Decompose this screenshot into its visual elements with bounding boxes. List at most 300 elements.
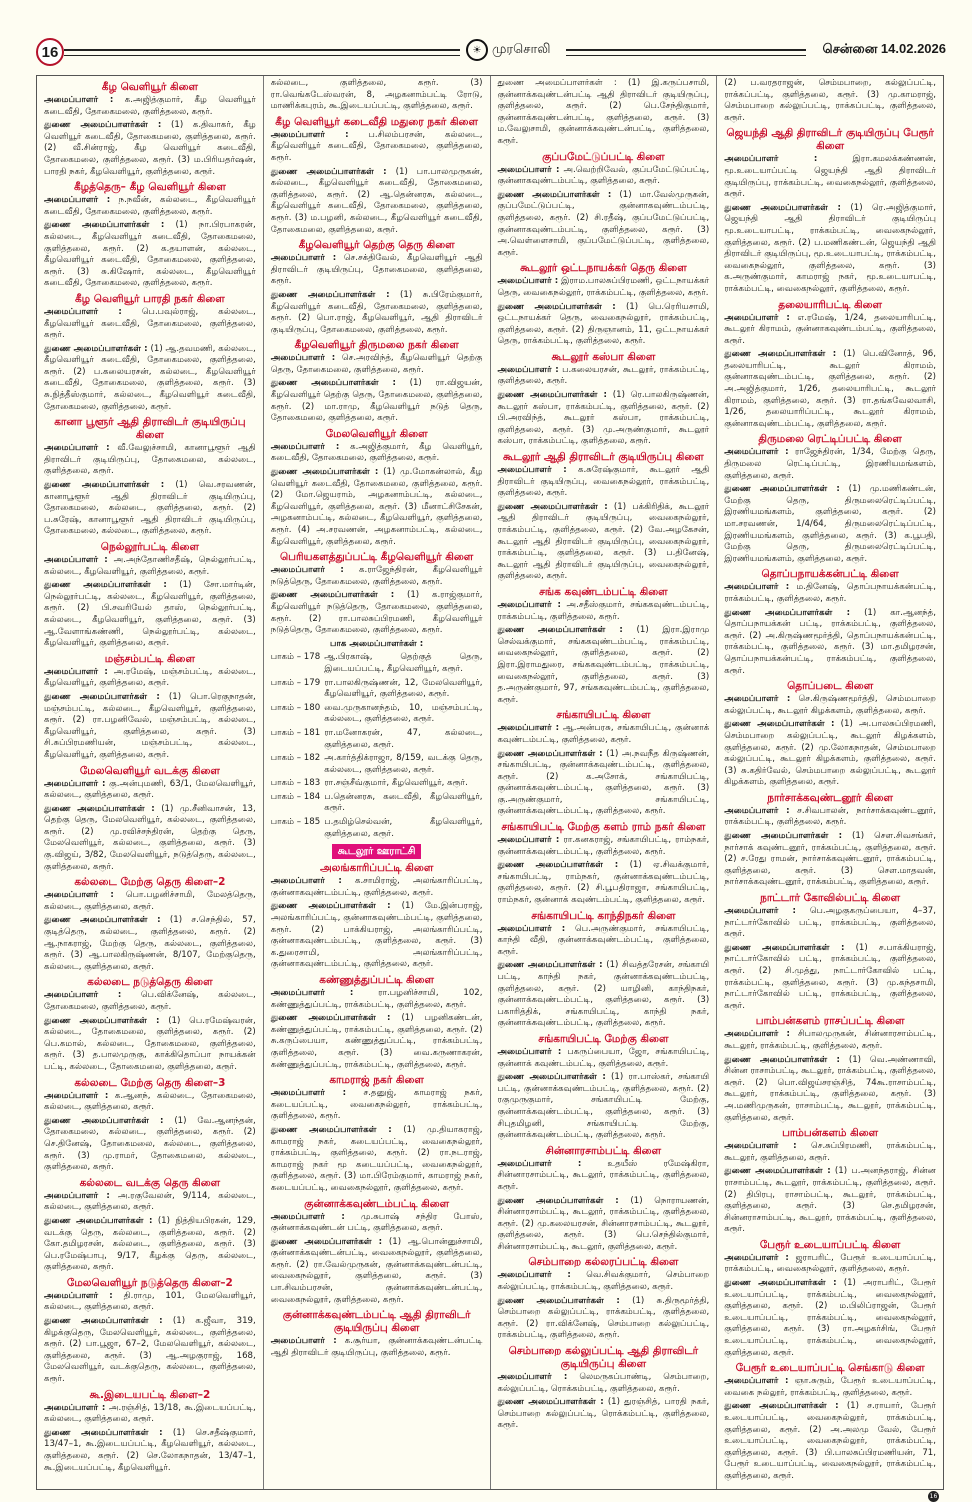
deputies-label: துணை அமைப்பாளர்கள் :	[497, 189, 612, 200]
rising-sun-emblem-icon: ☀	[466, 39, 488, 61]
branch-title: தொப்பநாயக்கன்பட்டி கிளை	[761, 568, 899, 581]
organizer-label: அமைப்பாளர் :	[270, 1336, 337, 1347]
organizer-label: அமைப்பாளர் :	[270, 988, 354, 998]
continued-text: துணை அமைப்பாளர்கள் : (1) இ.கருப்பசாமி, குன்னாக்கவுண்டன்பட்டி ஆதி திராவிடர் குடியிருப்பு, குளித்தலை, கரூர். (2) பெ.சேந்திகுமார், குன்னாக்கவுண்டன்பட்டி, குளித்தலை, கரூர். (3) ம.வேலுசாமி, குன்னாக்கவுண்டன்பட்டி, குளித்தலை, கரூர்.	[497, 78, 710, 146]
deputy-organizers-entry	[498, 625, 710, 706]
deputies-label: துணை அமைப்பாளர்கள் :	[44, 1316, 163, 1327]
branch-title: கூடலூர் ஒட்டநாயக்கர் தெரு கிளை	[520, 262, 687, 275]
organizer-entry	[498, 1047, 710, 1070]
booth-organizer-name: ரா.மனோகரன், 47, கல்லடை, குளித்தலை, கரூர்.	[324, 727, 483, 750]
deputy-organizers-entry	[724, 719, 936, 789]
organizer-name: ராஜேந்திரன், 1/34, மேற்கு தெரு, திருமலை ரெட்டிப்பட்டி, இரணியமங்களம், குளித்தலை, கரூர்.	[724, 447, 937, 481]
organizer-entry	[498, 1372, 710, 1395]
deputy-names: (1) ரா.பாஸ்கர், சங்காயி பட்டி, குன்னாக்கவுண்டம்பட்டி, குளித்தலை, கரூர். (2) ரகுமுருகுமார், சங்காயிபட்டி மேற்கு, குன்னாக்கவுண்டம்பட்டி, குளித்தலை, கரூர். (3) சிபுதமிழனி, சங்காயிபட்டி மேற்கு, குன்னாக்கவுண்டம்பட்டி, குளித்தலை, கரூர்.	[497, 1072, 710, 1141]
booth-number: பாகம் – 178	[270, 652, 321, 663]
organizer-label: அமைப்பாளர் :	[724, 1376, 789, 1387]
branch-title: தொப்படை கிளை	[787, 680, 874, 693]
organizer-label: அமைப்பாளர் :	[497, 1046, 562, 1057]
branch-title: குன்னாக்கவுண்டம்பட்டி கிளை	[304, 1197, 450, 1210]
branch-section	[498, 451, 710, 583]
deputy-organizers-entry	[724, 608, 936, 678]
organizer-entry	[498, 1270, 710, 1293]
deputies-label: துணை அமைப்பாளர்கள் :	[270, 1124, 392, 1135]
organizer-name: வெ.சிவக்குமார், செம்பாறை கல்லுப்பட்டி, ராக்கம்பட்டி, குளித்தலை, கரூர்.	[497, 1270, 710, 1293]
organizer-name: பெ.பவுல்ராஜ், கல்லடை, கீழவெளியூர் கடைவீதி, தோகைமலை, குளித்தலை, கரூர்.	[44, 306, 256, 341]
deputies-label: துணை அமைப்பாளர்கள் :	[270, 467, 379, 478]
deputies-label: துணை அமைப்பாளர்கள் :	[497, 625, 623, 636]
deputy-organizers-entry	[498, 1296, 710, 1342]
booth-number: பாகம் – 182	[270, 753, 321, 764]
deputy-names: (1) பழனிகண்டன், கண்ணுத்துப்பட்டி, ராக்கம்பட்டி, குளித்தலை, கரூர். (2) சு.கருப்பையா, கண்ணுத்துப்பட்டி, ராக்கம்பட்டி, குளித்தலை, கரூர். (3) வை.கருணாகரன், கண்ணுத்துப்பட்டி, ராக்கம்பட்டி, குளித்தலை, கரூர்.	[270, 1013, 483, 1070]
masthead-rule-left	[64, 49, 460, 56]
organizer-entry	[44, 95, 256, 118]
deputies-label: துணை அமைப்பாளர்கள் :	[724, 1278, 837, 1289]
branch-section	[724, 127, 936, 295]
column-4	[717, 76, 943, 1489]
organizer-label: அமைப்பாளர் :	[497, 276, 559, 287]
deputies-label: துணை அமைப்பாளர்கள் :	[497, 1195, 619, 1206]
organizer-name: இராம.பாலசுப்பிரமணி, ஒட்டநாயக்கர் தெரு, வைகைநல்லூர், ராக்கம்பட்டி, குளித்தலை, கரூர்.	[497, 276, 710, 298]
organizer-entry	[724, 1141, 936, 1164]
branch-title: கானா பூளூர் ஆதி திராவிடர் குடியிருப்பு கிளை	[54, 416, 246, 442]
organizer-name: உதயீஸ் ரமேஷ்கிரா, சின்னாரசாம்பட்டி, கூடலூர், ராக்கம்பட்டி, குளித்தலை, கரூர்.	[497, 1158, 710, 1192]
organizer-label: அமைப்பாளர் :	[44, 1190, 110, 1201]
deputy-organizers-entry	[271, 378, 483, 424]
organizer-name: வீ.வேலுச்சாமி, கானாபூளூர் ஆதி திராவிடர் குடியிருப்பு, தோகைமலை, கல்லடை, குளித்தலை, கரூர்.	[44, 443, 256, 477]
deputy-organizers-entry	[498, 1072, 710, 1142]
deputies-label: துணை அமைப்பாளர்கள் :	[724, 831, 843, 842]
deputy-names: (1) அ.பாலசுப்பிரமணி, செம்மபாறை கல்லுப்பட்டி, கூடலூர் கிழக்களம், குளித்தலை, கரூர். (2) மு.லோகநாதன், செம்மபாறை கல்லுப்பட்டி, கூடலூர் கிழக்களம், குளித்தலை, கரூர். (3) சு.கதிர்வேல், செம்மபாறை கல்லுப்பட்டி, கூடலூர் கிழக்களம், குளித்தலை, கரூர்.	[724, 719, 936, 788]
branch-title: கீழ வெளியூர் கிளை	[101, 81, 198, 93]
deputy-organizers-entry	[44, 1428, 256, 1474]
booth-organizer-row	[271, 678, 483, 701]
organizer-label: அமைப்பாளர் :	[44, 1290, 113, 1301]
organizer-entry	[724, 154, 936, 200]
organizer-label: அமைப்பாளர் :	[497, 1158, 582, 1169]
deputies-label: துணை அமைப்பாளர்கள் :	[44, 1115, 164, 1126]
branch-section	[271, 551, 483, 637]
branch-title: குப்பமேட்டுப்பட்டி கிளை	[542, 150, 665, 163]
deputy-organizers-entry	[498, 749, 710, 819]
organizer-name: அ.ரமேஷ், மஞ்சம்பட்டி, கல்லடை, கீழவெளியூர், குளித்தலை, கரூர்.	[44, 666, 256, 689]
deputy-organizers-entry	[44, 220, 256, 290]
organizer-entry	[44, 443, 256, 478]
branch-section	[724, 892, 936, 1012]
organizer-name: க.சூர்யா, குன்னாக்கவுண்டன்பட்டி ஆதி திராவிடர் குடியிருப்பு, குளித்தலை, கரூர்.	[270, 1336, 483, 1358]
booth-number: பாகம் – 180	[270, 702, 321, 713]
branch-title: அலங்காரிப்பட்டி கிளை	[319, 862, 434, 875]
branch-title: கீழத்தெரு– கீழ வெளியூர் கிளை	[73, 181, 226, 194]
continued-text: (2) ப.வரதராஜன், செம்மபாறை, கல்லுப்பட்டி, ராக்கப்பட்டி, குளித்தலை, கரூர். (3) மு.காமராஜ், செம்மபாறை கல்லுப்பட்டி, ராக்கப்பட்டி, குளித்தலை, கரூர்.	[724, 78, 936, 123]
organizer-name: பொ.பழனிச்சாமி, மேலத்தெரு, கல்லடை, குளித்தலை, கரூர்.	[44, 890, 256, 912]
organizer-entry	[44, 1091, 256, 1114]
booth-organizer-name: ரா.பாலகிருஷ்ணன், 12, மேலவெளியூர், கீழவெளியூர், குளித்தலை, கரூர்.	[324, 677, 483, 700]
deputies-label: துணை அமைப்பாளர்கள் :	[724, 484, 840, 495]
deputy-organizers-entry	[44, 915, 256, 973]
branch-section	[498, 351, 710, 448]
deputy-names: (1) ஆ.பொன்னுச்சாமி, குன்னாக்கவுண்டன்பட்டி, வைகைநல்லூர், குளித்தலை, கரூர். (2) ரா.வேல்முருகன், குன்னாக்கவுண்டன்பட்டி, வைகைநல்லூர், குளித்தலை, கரூர். (3) பா.சிவம்பரசன், குன்னாக்கவுண்டன்பட்டி, வைகைநல்லூர், குளித்தலை, கரூர்.	[270, 1236, 483, 1305]
organizer-entry	[724, 447, 936, 482]
deputies-label: துணை அமைப்பாளர்கள் :	[497, 501, 608, 512]
deputy-organizers-entry	[44, 1316, 256, 1386]
deputies-label: துணை அமைப்பாளர்கள் :	[724, 607, 851, 618]
branch-title: கீழவெளியூர் தெற்கு தெரு கிளை	[298, 239, 455, 252]
branch-section	[44, 653, 256, 762]
masthead-rule-right	[566, 49, 806, 56]
deputy-names: (1) கா.ஆனந்த், தொப்பநாயக்கன் பட்டி, ராக்கம்பட்டி, குளித்தலை, கரூர். (2) அ.கிருஷ்ணமூர்த்தி, தொப்பநாயக்கன்பட்டி, ராக்கம்பட்டி, குளித்தலை, கரூர். (3) மா.தமிழரசன், தொப்பநாயக்கன்பட்டி, ராக்கம்பட்டி, குளித்தலை, கரூர்.	[724, 607, 937, 676]
deputy-names: (1) அராபரிட், பேரூர் உடையாப்பட்டி, ராக்கம்பட்டி, வைகைநல்லூர், குளித்தலை, கரூர். (2) ம.பிலிப்ராஜன், பேரூர் உடையாப்பட்டி, ராக்கம்பட்டி, வைகைநல்லூர், குளித்தலை, கரூர். (3) ரா.அழகர்சிங், பேரூர் உடையாப்பட்டி, ராக்கம்பட்டி, வைகைநல்லூர், குளித்தலை, கரூர்.	[724, 1278, 936, 1358]
deputy-names: (1) நொராயணன், சின்னாரசாம்பட்டி, கூடலூர், ராக்கம்பட்டி, குளித்தலை, கரூர். (2) மு.கலையரசன், சின்னாரசாம்பட்டி, கூடலூர், குளித்தலை, கரூர். (3) பெ.செந்தில்குமார், சின்னாரசாம்பட்டி, கூடலூர், குளித்தலை, கரூர்.	[497, 1195, 710, 1252]
organizer-entry	[498, 465, 710, 500]
deputy-names: (1) மு.சீனிவாசன், 13, தெற்கு தெரு, மேலவெளியூர், கல்லடை, குளித்தலை, கரூர். (2) மு.ரவிச்சந்திரன், தெற்கு தெரு, மேலவெளியூர், கல்லடை, குளித்தலை, கரூர். (3) கு.விஜய், 3/82, மேலவெளியூர், நடுத்தெரு, கல்லடை, குளித்தலை, கரூர்.	[44, 803, 256, 872]
branch-title: கீழ வெளியூர் கடைவீதி மதுரை நகர் கிளை	[275, 115, 478, 128]
organizer-label: அமைப்பாளர் :	[724, 805, 790, 816]
branch-section	[498, 709, 710, 818]
organizer-entry	[724, 694, 936, 717]
branch-title: பேரூர் உடையாப்பட்டி கிளை	[759, 1238, 901, 1251]
deputies-label: துணை அமைப்பாளர்கள் :	[44, 343, 148, 354]
masthead	[36, 38, 946, 64]
deputy-organizers-entry	[271, 1125, 483, 1195]
branch-section	[498, 1345, 710, 1432]
organizer-name: அ.ரகுவேலன், 9/114, கல்லடை, கல்லடை, குளித்தலை, கரூர்.	[44, 1190, 256, 1213]
paper-logo	[466, 39, 551, 61]
organizer-entry	[498, 365, 710, 388]
organizer-entry	[271, 988, 483, 1011]
organizer-label: அமைப்பாளர் :	[270, 441, 340, 452]
deputy-names: (1) வெ.சரவணன், கானாபூளூர் ஆதி திராவிடர் குடியிருப்பு, தோகைமலை, கல்லடை, குளித்தலை, கரூர். (2) ப.சுரேஷ், கானாபூளூர் ஆதி திராவிடர் குடியிருப்பு, தோகைமலை, கல்லடை, குளித்தலை, கரூர்.	[44, 480, 256, 537]
organizer-name: க.ராஜேந்திரன், கீழவெளியூர் நடுத்தெரு, தோகைமலை, குளித்தலை, கரூர்.	[270, 565, 483, 587]
organizer-name: ச.சிவபாலன், நார்சாக்கவுண்டனூர், ராக்கம்பட்டி, குளித்தலை, கரூர்.	[724, 805, 936, 828]
branch-section	[44, 876, 256, 973]
deputy-organizers-entry	[498, 1397, 710, 1432]
dateline: சென்னை 14.02.2026	[822, 41, 946, 56]
organizer-label: அமைப்பாளர் :	[497, 465, 567, 476]
deputies-label: துணை அமைப்பாளர்கள் :	[44, 1215, 153, 1226]
organizer-label: அமைப்பாளர் :	[724, 694, 791, 705]
organizer-name: க.அஜித்குமார், கீழ வெளியூர், கடைவீதி, தோகைமலை, குளித்தலை, கரூர்.	[270, 441, 483, 464]
deputies-label: துணை அமைப்பாளர்கள் :	[44, 803, 155, 814]
branch-section	[44, 416, 256, 538]
organizer-label: அமைப்பாளர் :	[497, 164, 560, 175]
booth-organizer-row	[271, 792, 483, 815]
deputies-label: துணை அமைப்பாளர்கள் :	[497, 1295, 620, 1306]
deputy-organizers-entry	[271, 590, 483, 636]
booth-organizer-row	[271, 703, 483, 726]
organizer-label: அமைப்பாளர் :	[497, 835, 560, 846]
deputy-organizers-entry	[44, 1116, 256, 1174]
deputy-names: (1) சு.திருமூர்த்தி, செம்பாறை கல்லுப்பட்டி, ராக்கம்பட்டி, குளித்தலை, கரூர். (2) ரா.விக்னேஷ், செம்பாறை கல்லுப்பட்டி, ராக்கம்பட்டி, குளித்தலை, கரூர்.	[497, 1295, 710, 1341]
organizer-entry	[44, 1291, 256, 1314]
deputy-organizers-entry	[271, 290, 483, 336]
organizer-entry	[724, 1376, 936, 1399]
organizer-label: அமைப்பாளர் :	[270, 876, 342, 887]
branch-section	[44, 1389, 256, 1475]
deputies-label: துணை அமைப்பாளர்கள் :	[270, 901, 391, 912]
organizer-entry	[44, 779, 256, 802]
branch-section	[498, 1256, 710, 1342]
deputy-organizers-entry	[498, 860, 710, 906]
deputy-names: (1) மா.வேல்முருகன், குப்பமேட்டுப்பட்டி, குன்னாகவுண்டம்பட்டி, குளித்தலை, கரூர். (2) சி.ரதீஷ், குப்பமேட்டுப்பட்டி, குன்னாகவுண்டம்பட்டி, குளித்தலை, கரூர். (3) அ.வெள்ளைசாமி, குப்பமேட்டுப்பட்டி, குளித்தலை, கரூர்.	[497, 189, 710, 258]
organizer-entry	[498, 723, 710, 746]
organizer-label: அமைப்பாளர் :	[270, 253, 337, 264]
organizer-label: அமைப்பாளர் :	[724, 154, 818, 165]
deputy-organizers-entry	[271, 167, 483, 237]
deputy-names: (1) க.ஜீவா, 319, கிழக்குதெரு, மேலவெளியூர், கல்லடை, குளித்தலை, கரூர். (2) பா.பூஜா, 67–2, மேலவெளியூர், கல்லடை, குளித்தலை, கரூர். (3) ஆ.அழகுராஜ், 168, மேலவெளியூர், வடக்குதெரு, கல்லடை, குளித்தலை, கரூர்.	[44, 1316, 256, 1385]
branch-section	[724, 1127, 936, 1236]
organizer-entry	[724, 582, 936, 605]
organizer-name: செ.சக்திவேல், கீழவெளியூர் ஆதி திராவிடர் குடியிருப்பு, தோகைமலை, குளித்தலை, கரூர்.	[270, 253, 483, 287]
branch-title: கல்லடை மேற்கு தெரு கிளை–3	[74, 1076, 226, 1089]
organizer-entry	[271, 1212, 483, 1235]
booth-number: பாகம் – 179	[270, 677, 321, 688]
deputy-names: (1) செ.சதீஷ்குமார், 13/47–1, கூ.இடையப்பட்டி, கீழவெளியூர், கல்லடை, குளித்தலை, கரூர். (2) செ.லோகநாதன், 13/47–1, கூ.இடையப்பட்டி, கீழவெளியூர்.	[44, 1427, 256, 1473]
deputy-organizers-entry	[44, 804, 256, 874]
deputy-names: (1) சிவத்தரேசன், சங்காயி பட்டி, காந்தி நகர், குன்னாக்கவுண்டம்பட்டி, குளித்தலை, கரூர். (2) யாழினி, காந்திநகர், குன்னாக்கவுண்டம்பட்டி, குளித்தலை, கரூர். (3) பகாரித்திக், சங்காயிபட்டி, காந்தி நகர், குன்னாக்கவுண்டம்பட்டி, குளித்தலை, கரூர்.	[497, 960, 710, 1029]
deputies-label: துணை அமைப்பாளர்கள் :	[44, 120, 162, 131]
branch-section	[44, 1177, 256, 1274]
deputies-label: துணை அமைப்பாளர்கள் :	[497, 1397, 604, 1408]
booth-organizer-row	[271, 753, 483, 776]
branch-title: கண்ணுத்துப்பட்டி கிளை	[319, 974, 435, 986]
deputy-names: (1) இரா.இராமு செல்வக்குமார், சங்ககவுண்டம்பட்டி, ராக்கம்பட்டி, வைகைநல்லூர், குளித்தலை, கரூர். (2) இரா.இராமதுரை, சங்ககவுண்டம்பட்டி, ராக்கம்பட்டி, வைகைநல்லூர், குளித்தலை, கரூர். (3) த.அருண்குமார், 97, சங்ககவுண்டம்பட்டி, குளித்தலை, கரூர்.	[497, 625, 710, 705]
deputies-label: துணை அமைப்பாளர்கள் :	[497, 748, 603, 759]
organizer-name: பெ.விக்னேஷ், கல்லடை, தோகைமலை, குளித்தலை, கரூர்.	[44, 990, 256, 1012]
deputies-label: துணை அமைப்பாளர்கள் :	[44, 691, 160, 702]
branch-title: சங்காயிபட்டி கிளை	[556, 709, 651, 722]
deputy-organizers-entry	[498, 190, 710, 260]
branch-title: கூடலூர் கஸ்பா கிளை	[551, 350, 656, 363]
branch-title: மேலவெளியூர் நடுத்தெரு கிளை–2	[66, 1276, 233, 1289]
booth-organizer-row	[271, 652, 483, 675]
branch-section	[724, 568, 936, 677]
organizer-name: க.ஆனந், கல்லடை, தோகைமலை, கல்லடை, குளித்தலை, கரூர்.	[44, 1090, 256, 1113]
booth-organizer-row	[271, 778, 483, 790]
branch-title: காமராஜ் நகர் கிளை	[329, 1074, 424, 1087]
deputies-label: துணை அமைப்பாளர்கள் :	[724, 719, 835, 730]
deputies-label: துணை அமைப்பாளர்கள் :	[497, 301, 616, 312]
deputy-names: (1) பக்கிரிதிக், கூடலூர் ஆதி திராவிடர் குடியிருப்பு, வைகைநல்லூர், ராக்கம்பட்டி, குளித்தலை, கரூர். (2) வே.அழகேசன், கூடலூர் ஆதி திராவிடர் குடியிருப்பு, வைகைநல்லூர், ராக்கம்பட்டி, குளித்தலை, கரூர். (3) ப.தினேஷ், கூடலூர் ஆதி திராவிடர் குடியிருப்பு, வைகைநல்லூர், குளித்தலை, கரூர்.	[497, 501, 710, 582]
branch-section	[498, 151, 710, 260]
continued-text: கல்லடை, குளித்தலை, கரூர். (3) ரா.வெங்கடேஸ்வரன், 8, அழகனாம்பட்டி ரோடு, மாணிக்கபுரம், கூ.இடையப்பட்டி, குளித்தலை, கரூர்.	[270, 78, 483, 112]
deputy-names: (1) க.ராஜ்குமார், கீழவெளியூர் நடுத்தெரு, தோகைமலை, குளித்தலை, கரூர். (2) ரா.பாலசுப்பிரமணி, கீழவெளியூர் நடுத்தெரு, தோகைமலை, குளித்தலை, கரூர்.	[270, 590, 483, 636]
deputy-organizers-entry	[724, 349, 936, 430]
organizer-label: அமைப்பாளர் :	[44, 443, 110, 454]
organizer-label: அமைப்பாளர் :	[44, 990, 122, 1001]
organizer-name: ஞா.சுரும், பேரூர் உடையாப்பட்டி, வைகை நல்லூர், ராக்கம்பட்டி, குளித்தலை, கரூர்.	[724, 1376, 936, 1398]
deputy-organizers-entry	[724, 831, 936, 889]
branch-title: கீழ வெளியூர் பாரதி நகர் கிளை	[74, 292, 225, 305]
organizer-entry	[271, 1088, 483, 1123]
organizer-name: கு.அன்புமணி, 63/1, மேலவெளியூர், கல்லடை, குளித்தலை, கரூர்.	[44, 778, 256, 801]
organizer-name: எ.ரமேஷ், 1/24, தலையாரிபட்டி, கூடலூர் கிராமம், குன்னாகவுண்டம்பட்டி, குளித்தலை, கரூர்.	[724, 312, 936, 346]
branch-section	[724, 1239, 936, 1359]
branch-section	[271, 116, 483, 236]
organizer-name: லெமருகப்பாண்டி, செம்பாறை, கல்லுப்பட்டி, ரொக்கம்பட்டி, குளித்தலை, கரூர்.	[497, 1372, 710, 1394]
organizer-label: அமைப்பாளர் :	[44, 1090, 109, 1101]
deputies-label: துணை அமைப்பாளர்கள் :	[44, 480, 165, 491]
branch-title: கல்லடை நடுத்தெரு கிளை	[87, 976, 213, 989]
deputy-names: (1) ஆ.தவமணி, கல்லடை, கீழவெளியூர் கடைவீதி, தோகைமலை, குளித்தலை, கரூர். (2) ப.கலையரசன், கல்லடை, கீழவெளியூர் கடைவீதி, தோகைமலை, குளித்தலை, கரூர். (3) சு.நித்தீஸ்குமார், கல்லடை, கீழவெளியூர் கடைவீதி, தோகைமலை, குளித்தலை, கரூர்.	[44, 343, 256, 412]
organizer-entry	[724, 1253, 936, 1276]
deputy-names: (1) நா.பிரபாகரன், கல்லடை, கீழவெளியூர் கடைவீதி, தோகைமலை, குளித்தலை, கரூர். (2) க.தயாளன், கல்லடை, கீழவெளியூர் கடைவீதி, தோகைமலை, குளித்தலை, கரூர். (3) சு.கிஷோர், கல்லடை, கீழவெளியூர் கடைவீதி, தோகைமலை, குளித்தலை, கரூர்.	[44, 220, 256, 289]
deputy-names: (1) சு.பிரேம்குமார், கீழவெளியூர் கடைவீதி, தோகைமலை, குளித்தலை, கரூர். (2) பொ.ராஜ், கீழவெளியூர், ஆதி திராவிடர் குடியிருப்பு, தோகைமலை, குளித்தலை, கரூர்.	[270, 289, 483, 335]
deputy-names: (1) ச.பாக்கியராஜ், நாட்டார்கோவில் பட்டி, ராக்கம்பட்டி, குளித்தலை, கரூர். (2) சி.முத்து, நாட்டார்கோவில் பட்டி, ராக்கம்பட்டி, குளித்தலை, கரூர். (3) மு.கந்தசாமி, நாட்டார்கோவில் பட்டி, ராக்கம்பட்டி, குளித்தலை, கரூர்.	[724, 942, 936, 1011]
branch-title: மேலவெளியூர் கிளை	[325, 427, 428, 440]
deputy-organizers-entry	[271, 467, 483, 548]
deputies-label: துணை அமைப்பாளர்கள் :	[44, 220, 165, 231]
branch-title: சங்காயிபட்டி மேற்கு களம் ராம் நகர் கிளை	[501, 821, 706, 834]
branch-title: சங்காயிபட்டி காந்திநகர் கிளை	[531, 909, 676, 922]
booth-number: பாகம் – 185	[270, 817, 321, 828]
deputy-names: (1) செள.சிவசங்கர், நார்சாக் கவுண்டனூர், ராக்கம்பட்டி, குளித்தலை, கரூர். (2) ச.ரேது ராமன், நார்சாக்கவுண்டனூர், ராக்கம்பட்டி, குளித்தலை, கரூர். (3) செள.மாதவன், நார்சாக்கவுண்டனூர், ராக்கம்பட்டி, குளித்தலை, கரூர்.	[724, 831, 936, 888]
organizer-entry	[498, 165, 710, 188]
organizer-label: அமைப்பாளர் :	[724, 1141, 797, 1152]
organizer-name: க.சாமிராஜ், அலங்காரிப்பட்டி, குன்னாகவுண்டம்பட்டி, குளித்தலை, கரூர்.	[270, 876, 483, 898]
branch-section	[271, 339, 483, 425]
deputy-organizers-entry	[498, 302, 710, 348]
booth-organizer-name: ரா.சஞ்சீவ்குமார், கீழவெளியூர், கரூர்.	[324, 778, 468, 789]
booth-organizer-name: வை.முருகானந்தம், 10, மஞ்சம்பட்டி, கல்லடை, குளித்தலை, கரூர்.	[324, 702, 483, 725]
branch-section	[44, 541, 256, 650]
branch-section	[44, 81, 256, 178]
organizer-name: பகருப்பையா, ஜோ, சங்காயிபட்டி, குன்னாக் கவுண்டம்பட்டி, குளித்தலை, கரூர்.	[497, 1046, 710, 1069]
organizer-entry	[271, 1336, 483, 1359]
deputies-label: துணை அமைப்பாளர்கள் :	[270, 166, 387, 177]
organizer-label: அமைப்பாளர் :	[270, 129, 349, 140]
organizer-entry	[724, 1029, 936, 1052]
deputy-names: (1) ரா.விஜயன், கீழவெளியூர் தெற்கு தெரு, தோகைமலை, குளித்தலை, கரூர். (2) மா.ராமு, கீழவெளியூர் நடுத் தெரு, தோகைமலை, குளித்தலை, கரூர்.	[270, 378, 483, 424]
branch-title: செம்பாறை கல்லரப்பட்டி கிளை	[528, 1256, 679, 1269]
deputy-organizers-entry	[271, 901, 483, 971]
organizer-entry	[498, 835, 710, 858]
organizer-label: அமைப்பாளர் :	[497, 723, 560, 734]
organizer-entry	[271, 442, 483, 465]
branch-title: ஜெயந்தி ஆதி திராவிடர் குடியிருப்பு பேரூர் கிளை	[726, 127, 934, 153]
branch-section	[44, 181, 256, 290]
organizer-label: அமைப்பாளர் :	[44, 195, 111, 206]
booth-number: பாகம் – 184	[270, 791, 321, 802]
deputy-names: (1) நித்தியபிரகன், 129, வடக்கு தெரு, கல்லடை, குளித்தலை, கரூர். (2) கோ.தமிழரசன், கல்லடை, குளித்தலை, கரூர். (3) பெ.ரமேஷ்பாபு, 9/17, கீழக்கு தெரு, கல்லடை, குளித்தலை, கரூர்.	[44, 1215, 256, 1273]
deputies-label: துணை அமைப்பாளர்கள் :	[270, 1236, 383, 1247]
deputy-organizers-entry	[724, 1055, 936, 1125]
deputy-organizers-entry	[44, 1216, 256, 1274]
deputy-organizers-entry	[271, 1013, 483, 1071]
organizer-label: அமைப்பாளர் :	[44, 306, 122, 317]
branch-section	[271, 974, 483, 1071]
deputies-label: துணை அமைப்பாளர்கள் :	[44, 915, 161, 926]
organizer-name: மு.சுபாஷ் சந்திர போஸ், குன்னாக்கவுண்டன் பட்டி, குளித்தலை, கரூர்.	[270, 1211, 483, 1234]
organizer-label: அமைப்பாளர் :	[497, 364, 559, 375]
branch-title: கல்லடை மேற்கு தெரு கிளை–2	[74, 876, 226, 889]
branch-title: செம்பாறை கல்லுப்பட்டி ஆதி திராவிடர் குடியிருப்பு கிளை	[508, 1345, 699, 1371]
deputy-names: (1) மு.தியாகராஜ், காமராஜ் நகர், கடையப்பட்டி, வைகைநல்லூர், ராக்கம்பட்டி, குளித்தலை, கரூர். (2) ரா.நடராஜ், காமராஜ் நகர் மூ கடையப்பட்டி, வைகைநல்லூர், குளித்தலை, கரூர். (3) மா.பிரேம்குமார், காமராஜ் நகர், கடையப்பட்டி, வைகைநல்லூர், குளித்தலை, கரூர்.	[270, 1124, 483, 1193]
deputy-names: (1) மு.மோகன்லால், கீழ வெளியூர் கடைவீதி, தோகைமலை, குளித்தலை, கரூர். (2) மோ.ஜெயராம், அழகனாம்பட்டி, கல்லடை, கீழவெளியூர், குளித்தலை, கரூர். (3) மீனாட்சிசேகன், அழகனாம்பட்டி, கல்லடை, கீழவெளியூர், குளித்தலை, கரூர். (4) அ.சரவணன், அழகனாம்பட்டி, கல்லடை, கீழவெளியூர், குளித்தலை, கரூர்.	[270, 467, 483, 547]
organizer-label: அமைப்பாளர் :	[44, 778, 106, 789]
organizer-entry	[724, 313, 936, 348]
organizer-name: ம.தினேஷ், தொப்பநாயக்கன்பட்டி, ராக்கம்பட்டி, குளித்தலை, கரூர்.	[724, 582, 936, 604]
organizer-label: அமைப்பாளர் :	[724, 906, 796, 917]
branch-title: நெல்லூர்பட்டி கிளை	[100, 541, 199, 553]
organizer-entry	[44, 1403, 256, 1426]
organizer-entry	[44, 555, 256, 578]
organizer-label: அமைப்பாளர் :	[44, 95, 114, 105]
deputy-organizers-entry	[44, 344, 256, 414]
branch-title: நாட்டார் கோவில்பட்டி கிளை	[760, 892, 901, 905]
organizer-entry	[44, 890, 256, 913]
deputy-organizers-entry	[724, 484, 936, 565]
branch-title: மேலவெளியூர் வடக்கு கிளை	[79, 764, 220, 777]
organizer-entry	[271, 353, 483, 376]
deputy-names: (1) துரஞ்சித், பாரதி நகர், செம்பாறை கல்லுப்பட்டி, ரொக்கம்பட்டி, குளித்தலை, கரூர்.	[497, 1397, 710, 1431]
deputy-names: (1) பா.பாலமுருகன், கல்லடை, கீழவெளியூர் கடைவீதி, தோகைமலை, குளித்தலை, கரூர். (2) ஆ.தென்னரசு, கல்லடை, கீழவெளியூர் கடைவீதி, தோகைமலை, குளித்தலை, கரூர். (3) ம.பழனி, கல்லடை, கீழவெளியூர் கடைவீதி, தோகைமலை, குளித்தலை, கரூர்.	[270, 166, 483, 235]
deputy-organizers-entry	[498, 1196, 710, 1254]
branch-section	[271, 1074, 483, 1194]
branch-section	[44, 1077, 256, 1174]
organizer-name: ப.கலையரசன், கூடலூர், ராக்கம்பட்டி, குளித்தலை, கரூர்.	[497, 364, 710, 387]
branch-title: நார்சாக்கவுண்டனூர் கிளை	[767, 791, 894, 804]
organizer-label: அமைப்பாளர் :	[270, 353, 336, 364]
organizer-name: க.அஜித்குமார், கீழ வெளியூர் கடைவீதி, தோகைமலை, குளித்தலை, கரூர்.	[44, 95, 256, 117]
organizer-label: அமைப்பாளர் :	[724, 1029, 790, 1040]
deputies-label: துணை அமைப்பாளர்கள் :	[270, 1013, 391, 1024]
organizer-label: அமைப்பாளர் :	[270, 1088, 346, 1099]
deputy-organizers-entry	[724, 1166, 936, 1236]
branch-section	[498, 586, 710, 706]
branch-title: சங்காயிபட்டி மேற்கு கிளை	[538, 1032, 669, 1045]
organizer-label: அமைப்பாளர் :	[497, 923, 566, 934]
deputies-label: துணை அமைப்பாளர்கள் :	[44, 1427, 163, 1438]
deputies-label: துணை அமைப்பாளர்கள் :	[270, 590, 395, 601]
booth-number: பாகம் – 183	[270, 778, 321, 789]
organizer-entry	[271, 876, 483, 899]
organizer-entry	[724, 906, 936, 941]
branch-title: குன்னாக்கவுண்டம்பட்டி ஆதி திராவிடர் குடியிருப்பு கிளை	[282, 1309, 471, 1335]
organizer-label: அமைப்பாளர் :	[44, 666, 108, 677]
deputies-label: துணை அமைப்பாளர்கள் :	[497, 1072, 606, 1083]
organizer-label: அமைப்பாளர் :	[44, 890, 114, 901]
deputy-names: (1) ச.செந்தில், 57, குடித்தெரு, கல்லடை, குளித்தலை, கரூர். (2) ஆ.நாகராஜ், மேற்கு தெரு, கல்லடை, குளித்தலை, கரூர். (3) ஆ.பாலகிருஷ்ணன், 8/107, மேற்குதெரு, கல்லடை, குளித்தலை, கரூர்.	[44, 915, 256, 972]
branch-section	[44, 293, 256, 413]
organizer-label: அமைப்பாளர் :	[497, 1372, 568, 1383]
organizer-entry	[44, 1191, 256, 1214]
organizer-entry	[271, 565, 483, 588]
branch-title: கூ.இடையபட்டி கிளை–2	[89, 1388, 211, 1401]
booth-organizer-name: ஆ.பிரகாஷ், தெற்குத் தெரு, இடையப்பட்டி, கீழவெளியூர், கரூர்.	[324, 652, 483, 674]
deputies-label: துணை அமைப்பாளர்கள் :	[724, 1054, 840, 1065]
deputy-organizers-entry	[724, 203, 936, 296]
organizer-name: ச.தனுஜ், காமராஜ் நகர், கடையப்பட்டி, வைகைநல்லூர், ராக்கம்பட்டி, குளித்தலை, கரூர்.	[270, 1088, 483, 1122]
branch-section	[271, 428, 483, 548]
booth-organizer-row	[271, 728, 483, 751]
organizer-entry	[498, 1159, 710, 1194]
deputies-label: துணை அமைப்பாளர்கள் :	[724, 1166, 831, 1177]
organizer-label: அமைப்பாளர் :	[44, 555, 108, 565]
organizer-entry	[271, 253, 483, 288]
branch-title: சின்னாரசாம்பட்டி கிளை	[545, 1144, 662, 1157]
organizer-entry	[44, 307, 256, 342]
deputy-names: (1) க.திவாகர், கீழ வெளியூர் கடைவீதி, தோகைமலை, குளித்தலை, கரூர். (2) வீ.சின்ராஜ், கீழ வெளியூர் கடைவீதி, தோகைமலை, குளித்தலை, கரூர். (3) ம.பிரியதர்ஷன், பாரதி நகர், கீழவெளியூர், குளித்தலை, கரூர்.	[44, 120, 256, 177]
branch-title: சங்க கவுண்டம்பட்டி கிளை	[539, 585, 668, 598]
deputy-names: (1) ஏ.சிவக்குமார், சங்காயிபட்டி, ராம்நகர், குன்னாக்கவுண்டம்பட்டி, குளித்தலை, கரூர். (2) சி.பூபதிராஜா, சங்காயிபட்டி, ராம்நகர், குன்னாக் கவுண்டம்பட்டி, குளித்தலை, கரூர்.	[497, 860, 710, 906]
deputy-organizers-entry	[44, 120, 256, 178]
deputies-label: துணை அமைப்பாளர்கள் :	[724, 942, 845, 953]
organizer-name: ரா.பழனிச்சாமி, 102, கண்ணுத்துப்பட்டி, ராக்கம்பட்டி, குளித்தலை, கரூர்.	[270, 988, 483, 1010]
deputy-names: (1) பெ.ரமேஷ்வரன், கல்லடை, தோகைமலை, குளித்தலை, கரூர். (2) பெ.கமால், கல்லடை, தோகைமலை, குளித்தலை, கரூர். (3) த.பாலமுருகு, காக்கிதொப்பா நாயக்கன் பட்டி, கல்லடை, தோகைமலை, குளித்தலை, கரூர்.	[44, 1015, 256, 1072]
organizer-name: ந.நவீன், கல்லடை, கீழவெளியூர் கடைவீதி, தோகைமலை, குளித்தலை, கரூர்.	[44, 195, 256, 217]
organizer-name: பெ.அழகுகருப்பையா, 4–37, நாட்டார்கோவில் பட்டி, ராக்கம்பட்டி, குளித்தலை, கரூர்.	[724, 906, 936, 940]
branch-title: கீழவெளியூர் திருமலை நகர் கிளை	[294, 339, 459, 352]
